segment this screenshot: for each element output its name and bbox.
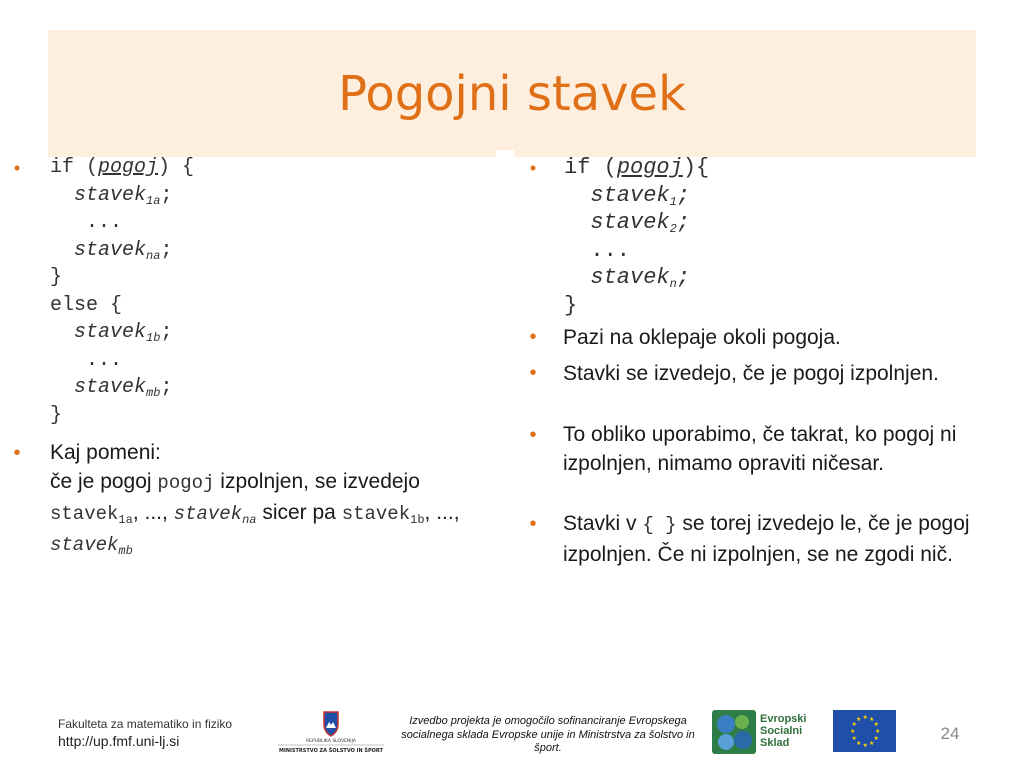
code-line: } xyxy=(564,292,578,318)
ministry-logo xyxy=(278,710,384,756)
code-line: ... xyxy=(86,348,123,372)
code-condition: pogoj xyxy=(616,155,683,180)
code-condition: pogoj xyxy=(98,156,159,179)
esf-text: Evropski Socialni Sklad xyxy=(760,713,807,749)
bullet-dot: • xyxy=(529,326,537,348)
left-explanation xyxy=(50,438,500,560)
code-line: stavek$_{1b}$; xyxy=(74,321,173,345)
svg-text:★: ★ xyxy=(856,740,862,747)
bullet-dot: • xyxy=(13,442,21,464)
code-line: stavek$_2$; xyxy=(590,210,691,236)
explain-intro: Kaj pomeni: xyxy=(50,441,161,464)
bullet-dot: • xyxy=(529,158,537,178)
explain-body: če je pogoj pogoj izpolnjen, se izvedejo stavek$_{1a}$, ..., stavek$_{na}$ sicer pa stavek$_{1b}$, ..., stavek$_{mb}$ xyxy=(50,470,460,558)
svg-text:★: ★ xyxy=(873,735,879,742)
svg-text:★: ★ xyxy=(851,721,857,728)
footer-faculty xyxy=(58,717,232,749)
code-line: ... xyxy=(86,211,123,234)
right-bullet-2: Stavki se izvedejo, če je pogoj izpolnjen. xyxy=(563,362,939,385)
code-line: ... xyxy=(590,237,631,263)
esf-logo xyxy=(712,710,812,754)
left-code-block xyxy=(50,154,194,429)
svg-text:★: ★ xyxy=(875,728,881,735)
right-bullet-1: Pazi na oklepaje okoli pogoja. xyxy=(563,326,841,349)
bullet-dot: • xyxy=(529,513,537,535)
braces-code: { } xyxy=(642,514,677,536)
faculty-name: Fakulteta za matematiko in fiziko xyxy=(58,717,233,731)
code-line: stavek$_{mb}$; xyxy=(74,376,173,400)
code-line: else { xyxy=(50,293,123,317)
svg-text:★: ★ xyxy=(862,714,868,721)
bullet-dot: • xyxy=(529,362,537,384)
code-line: stavek$_{1a}$; xyxy=(74,183,173,208)
svg-text:★: ★ xyxy=(851,735,857,742)
eu-stars-icon xyxy=(833,710,896,752)
svg-text:★: ★ xyxy=(869,716,875,723)
page-number: 24 xyxy=(940,724,960,743)
esf-people-icon xyxy=(712,710,756,754)
code-line: stavek$_{na}$; xyxy=(74,238,173,263)
faculty-url[interactable]: http://up.fmf.uni-lj.si xyxy=(58,733,180,749)
svg-text:★: ★ xyxy=(869,740,875,747)
svg-text:★: ★ xyxy=(856,716,862,723)
funding-note: Izvedbo projekta je omogočilo sofinanciranje Evropskega socialnega sklada Evropske unije in Ministrstva za šolstvo in šport. xyxy=(401,715,695,754)
right-bullet-3: To obliko uporabimo, če takrat, ko pogoj ni izpolnjen, nimamo opraviti ničesar. xyxy=(563,423,957,475)
eu-flag-icon xyxy=(833,710,896,752)
code-line: } xyxy=(50,266,63,289)
right-code-block xyxy=(564,154,709,319)
slide-title: Pogojni stavek xyxy=(338,66,686,122)
svg-text:★: ★ xyxy=(862,742,868,749)
ministry-line2: MINISTRSTVO ZA ŠOLSTVO IN ŠPORT xyxy=(279,748,383,754)
code-line: } xyxy=(50,403,63,427)
ministry-line1: REPUBLIKA SLOVENIJA xyxy=(306,739,356,744)
bullet-dot: • xyxy=(529,424,537,446)
svg-text:★: ★ xyxy=(850,728,856,735)
code-line: if (pogoj){ xyxy=(564,155,710,180)
code-line: stavek$_n$; xyxy=(590,265,691,291)
bullet-dot: • xyxy=(13,158,21,178)
code-line: if (pogoj) { xyxy=(50,156,195,179)
right-bullet-4: Stavki v { } se torej izvedejo le, če je pogoj izpolnjen. Če ni izpolnjen, se ne zgodi nič. xyxy=(563,512,970,566)
code-line: stavek$_1$; xyxy=(590,182,691,209)
svg-text:★: ★ xyxy=(873,721,879,728)
